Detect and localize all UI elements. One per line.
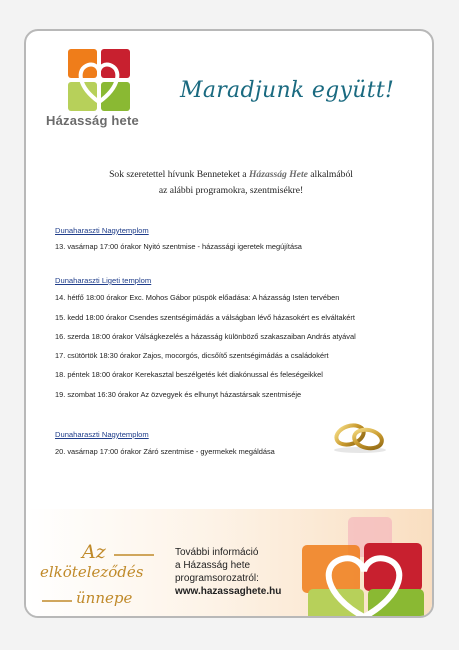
decorative-line-icon (42, 599, 72, 603)
event-item: 20. vasárnap 17:00 órakor Záró szentmise - gyermekek megáldása (55, 447, 275, 456)
intro-line2: az alábbi programokra, szentmisékre! (158, 185, 304, 196)
wedding-rings-icon (330, 415, 390, 455)
commit-line2: elköteleződés (40, 563, 144, 581)
heart-squares-big-logo-icon (302, 517, 432, 618)
headline: Maradjunk együtt! (180, 78, 395, 103)
event-item: 14. hétfő 18:00 órakor Exc. Mohos Gábor püspök előadása: A házasság Isten tervében (55, 293, 340, 302)
info-line1: További információ (175, 547, 259, 558)
event-item: 16. szerda 18:00 órakor Válságkezelés a házasság különböző szakaszaiban András atyával (55, 332, 356, 341)
intro-text (66, 167, 396, 199)
event-item: 19. szombat 16:30 órakor Az özvegyek és elhunyt házastársak szentmiséje (55, 390, 302, 399)
commit-line1: Az (82, 541, 106, 563)
heart-squares-logo-icon (68, 49, 130, 111)
section-title-nagytemplom-2: Dunaharaszti Nagytemplom (55, 430, 149, 439)
intro-highlight: Házasság Hete (248, 169, 308, 180)
info-block (175, 546, 281, 598)
commit-line3: ünnepe (76, 589, 133, 607)
section-title-ligeti: Dunaharaszti Ligeti templom (55, 276, 152, 285)
logo-text: Házasság hete (46, 113, 139, 128)
info-line3: programsorozatról: (175, 573, 259, 584)
intro-line1-after: alkalmából (310, 169, 353, 180)
event-item: 18. péntek 18:00 órakor Kerekasztal beszélgetés két diakónussal és feleségeikkel (55, 370, 323, 379)
info-url-link[interactable]: www.hazassaghete.hu (175, 586, 282, 597)
intro-line1-before: Sok szeretettel hívunk Benneteket a (109, 169, 247, 180)
commit-slogan (40, 541, 160, 613)
event-item: 15. kedd 18:00 órakor Csendes szentségimádás a válságban lévő házasokért es elváltakért (55, 313, 355, 322)
event-item: 13. vasárnap 17:00 órakor Nyitó szentmise - házassági igeretek megújítása (55, 242, 302, 251)
section-title-nagytemplom-1: Dunaharaszti Nagytemplom (55, 226, 149, 235)
info-line2: a Házasság hete (175, 560, 251, 571)
event-item: 17. csütörtök 18:30 órakor Zajos, mocorgós, dicsőítő szentségimádás a családokért (55, 351, 329, 360)
flyer-card (24, 29, 434, 618)
decorative-line-icon (114, 553, 154, 557)
